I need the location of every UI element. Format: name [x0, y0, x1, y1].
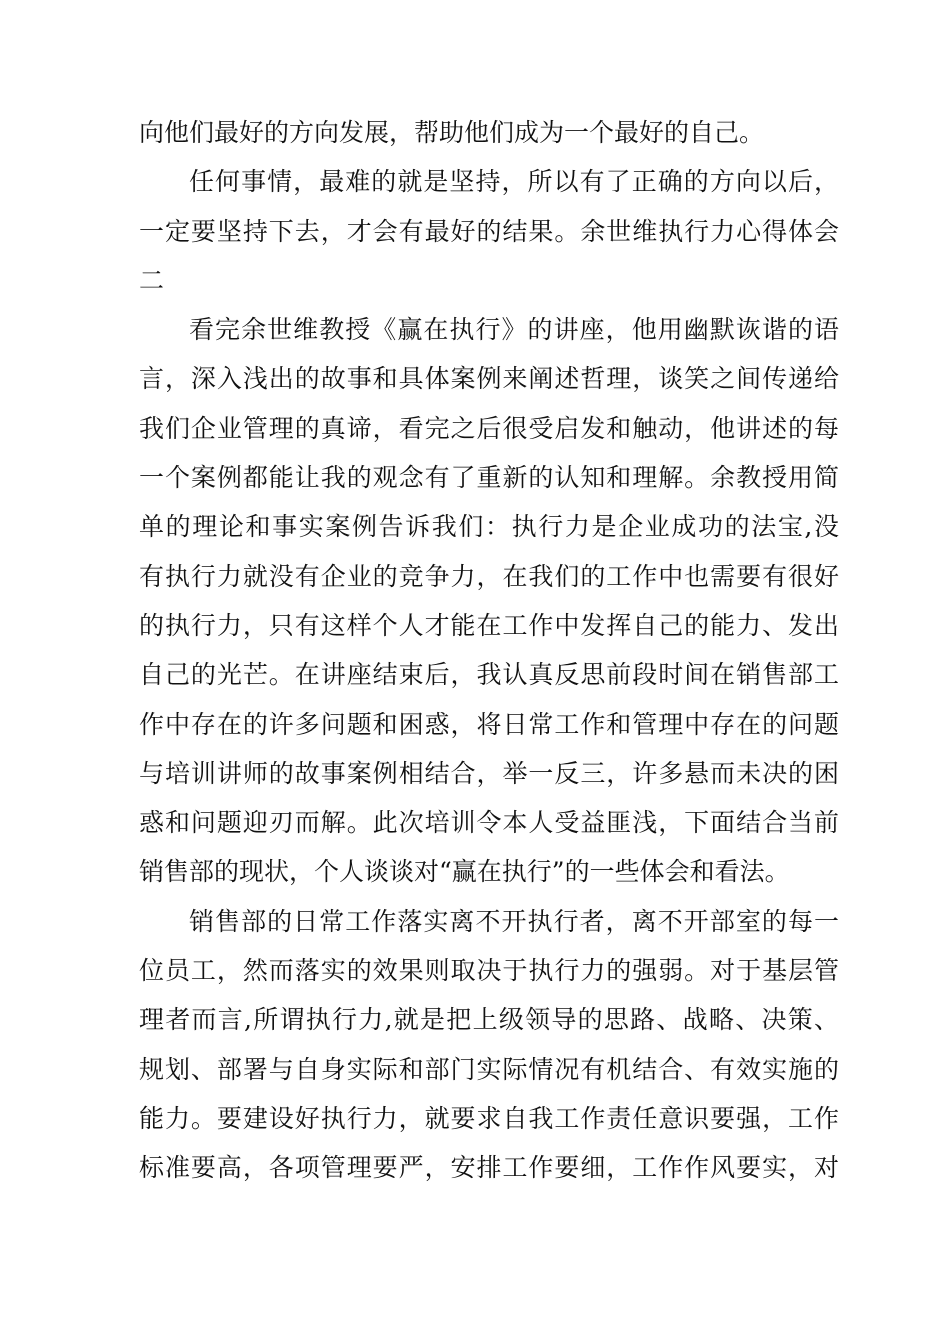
text-line: 销售部的现状，个人谈谈对“赢在执行”的一些体会和看法。: [139, 857, 790, 887]
text-line: 任何事情，最难的就是坚持，所以有了正确的方向以后，: [189, 167, 839, 197]
text-line: 看完余世维教授《赢在执行》的讲座，他用幽默诙谐的语: [189, 315, 839, 345]
text-line: 销售部的日常工作落实离不开执行者，离不开部室的每一: [189, 906, 839, 936]
text-line: 一定要坚持下去，才会有最好的结果。余世维执行力心得体会: [139, 216, 839, 246]
text-line: 二: [139, 265, 165, 295]
text-line: 作中存在的许多问题和困惑，将日常工作和管理中存在的问题: [139, 709, 839, 739]
text-line: 自己的光芒。在讲座结束后，我认真反思前段时间在销售部工: [139, 660, 839, 690]
text-line: 能力。要建设好执行力，就要求自我工作责任意识要强，工作: [139, 1103, 839, 1133]
text-line: 理者而言,所谓执行力,就是把上级领导的思路、战略、决策、: [139, 1005, 839, 1035]
text-line: 与培训讲师的故事案例相结合，举一反三，许多悬而未决的困: [139, 758, 839, 788]
text-line: 单的理论和事实案例告诉我们：执行力是企业成功的法宝,没: [139, 512, 839, 542]
text-line: 标准要高，各项管理要严，安排工作要细，工作作风要实，对: [139, 1153, 839, 1183]
text-line: 位员工，然而落实的效果则取决于执行力的强弱。对于基层管: [139, 956, 839, 986]
text-line: 我们企业管理的真谛，看完之后很受启发和触动，他讲述的每: [139, 413, 839, 443]
text-line: 的执行力，只有这样个人才能在工作中发挥自己的能力、发出: [139, 610, 839, 640]
text-line: 向他们最好的方向发展，帮助他们成为一个最好的自己。: [139, 118, 765, 147]
text-line: 有执行力就没有企业的竞争力，在我们的工作中也需要有很好: [139, 561, 839, 591]
document-body: [139, 108, 839, 1193]
text-line: 规划、部署与自身实际和部门实际情况有机结合、有效实施的: [139, 1054, 839, 1084]
text-line: 一个案例都能让我的观念有了重新的认知和理解。余教授用简: [139, 463, 839, 493]
text-line: 惑和问题迎刃而解。此次培训令本人受益匪浅，下面结合当前: [139, 808, 839, 838]
text-line: 言，深入浅出的故事和具体案例来阐述哲理，谈笑之间传递给: [139, 364, 839, 394]
